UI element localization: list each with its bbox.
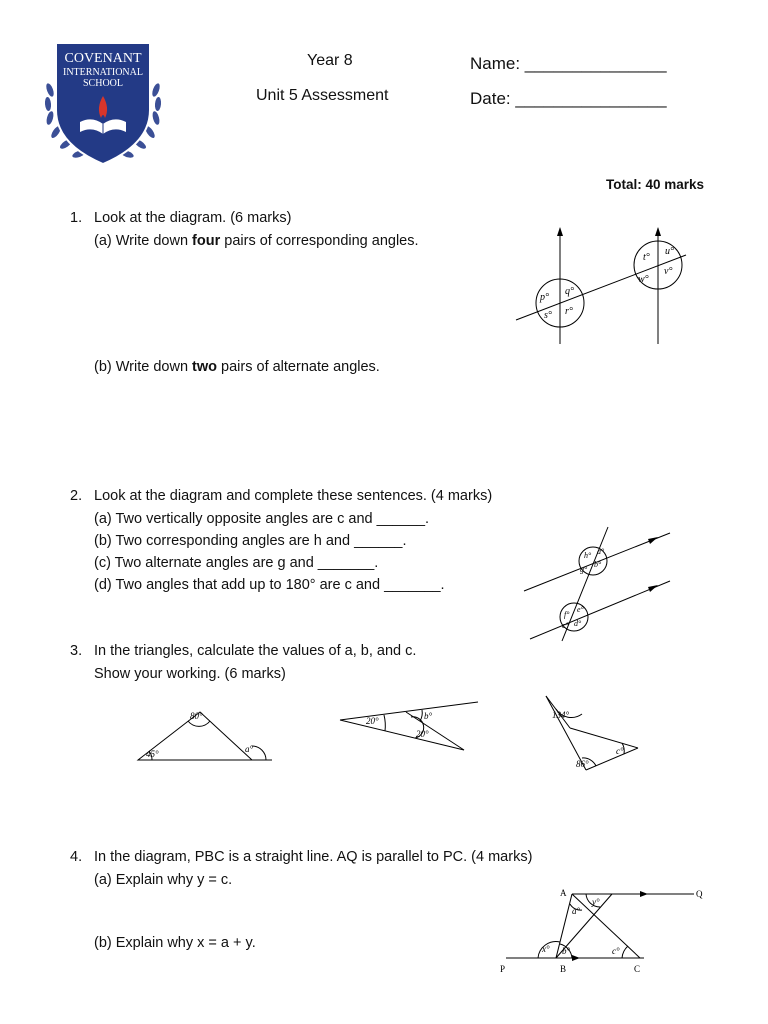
q3-triangle-3: [538, 692, 648, 778]
angle-a: a°: [597, 547, 605, 556]
angle-80: 80°: [190, 711, 203, 721]
point-q: Q: [696, 889, 703, 899]
angle-b: b°: [594, 560, 602, 569]
total-marks: Total: 40 marks: [606, 177, 705, 192]
question-stem: Look at the diagram and complete these sentences. (4 marks): [94, 488, 493, 504]
q3-triangle-1: [130, 700, 280, 768]
angle-u: u°: [665, 246, 674, 257]
point-c: C: [634, 964, 641, 974]
question-stem: In the triangles, calculate the values of a, b, and c.: [94, 643, 417, 659]
angle-b: b°: [562, 946, 571, 956]
q1-diagram: [508, 222, 688, 348]
angle-c: c°: [616, 746, 624, 756]
question-number: 3.: [70, 643, 83, 659]
part-a: (a) Two vertically opposite angles are c and ______.: [94, 511, 430, 527]
angle-v: v°: [664, 266, 673, 277]
angle-134: 134°: [552, 710, 570, 720]
part-c: (c) Two alternate angles are g and _______.: [94, 555, 379, 571]
question-1: [70, 207, 510, 387]
angle-20-mid: 20°: [416, 729, 429, 739]
angle-e: e°: [577, 605, 584, 614]
angle-a: a°: [245, 744, 254, 754]
question-stem: Look at the diagram. (6 marks): [94, 210, 292, 226]
name-field[interactable]: Name: _______________: [470, 54, 667, 73]
part-b: (b) Write down two pairs of alternate angles.: [94, 359, 380, 375]
part-a: (a) Write down four pairs of corresponding angles.: [94, 233, 419, 249]
year-label: Year 8: [307, 52, 353, 69]
angle-86: 86°: [576, 759, 589, 769]
point-b: B: [560, 964, 567, 974]
angle-20-left: 20°: [366, 716, 379, 726]
logo-line-3: SCHOOL: [82, 78, 124, 89]
angle-q: q°: [565, 286, 574, 297]
question-stem-line-2: Show your working. (6 marks): [94, 666, 286, 682]
question-number: 4.: [70, 849, 83, 865]
logo-line-2: INTERNATIONAL: [63, 67, 143, 78]
question-number: 1.: [70, 210, 83, 226]
angle-s: s°: [544, 310, 552, 321]
part-d: (d) Two angles that add up to 180° are c and _______.: [94, 577, 445, 593]
question-number: 2.: [70, 488, 83, 504]
angle-r: r°: [565, 306, 573, 317]
angle-a: a°: [572, 906, 581, 916]
q4-diagram: [494, 882, 718, 982]
angle-y: y°: [592, 897, 600, 907]
angle-f: f°: [564, 610, 570, 619]
angle-p: p°: [540, 292, 549, 303]
angle-h: h°: [584, 551, 592, 560]
angle-g: g°: [580, 565, 588, 574]
part-b: (b) Explain why x = a + y.: [94, 935, 256, 951]
date-field[interactable]: Date: ________________: [470, 89, 667, 108]
angle-w: w°: [638, 274, 649, 285]
q2-diagram: [520, 525, 680, 645]
part-b: (b) Two corresponding angles are h and ______.: [94, 533, 407, 549]
angle-b: b°: [424, 711, 433, 721]
angle-45: 45°: [146, 749, 159, 759]
part-a: (a) Explain why y = c.: [94, 872, 233, 888]
question-3: [70, 640, 510, 685]
q3-triangle-2: [336, 698, 484, 753]
question-2: [70, 485, 530, 600]
angle-d: d°: [574, 619, 582, 628]
logo-line-1: COVENANT: [64, 51, 142, 66]
angle-t: t°: [643, 252, 650, 263]
point-p: P: [500, 964, 506, 974]
angle-x: x°: [542, 944, 550, 954]
angle-c: c°: [612, 946, 620, 956]
question-stem: In the diagram, PBC is a straight line. AQ is parallel to PC. (4 marks): [94, 849, 533, 865]
angle-c: c°: [562, 621, 569, 630]
school-logo: [42, 40, 164, 168]
unit-title: Unit 5 Assessment: [256, 87, 389, 104]
point-a: A: [560, 888, 567, 898]
